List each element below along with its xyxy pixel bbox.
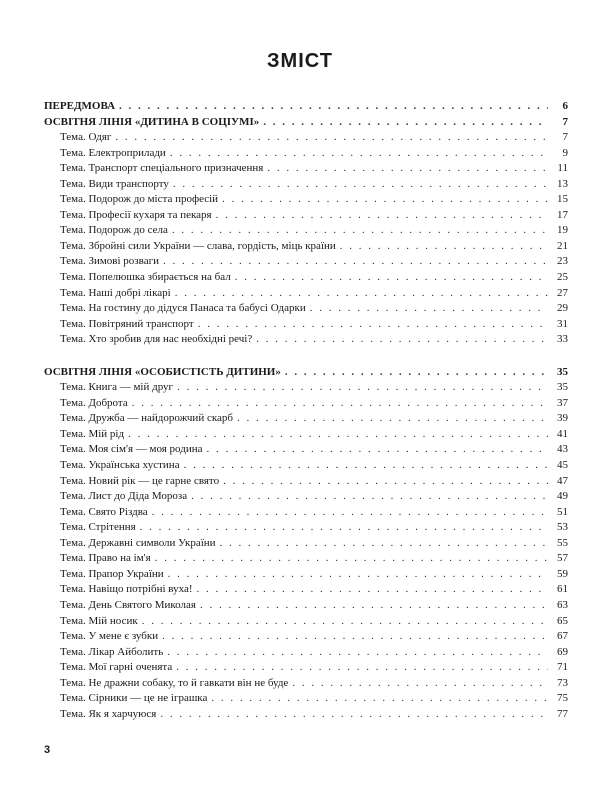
dot-leader	[220, 537, 548, 549]
toc-entry-page: 29	[557, 302, 568, 315]
section-gap	[44, 349, 568, 366]
dot-leader	[207, 443, 549, 455]
toc-entry-row	[44, 240, 568, 256]
toc-entry-row	[44, 131, 568, 147]
toc-entry-page: 69	[557, 645, 568, 658]
toc-entry-label: Тема. Прапор України	[60, 567, 164, 580]
toc-entry-row	[44, 271, 568, 287]
dot-leader	[132, 397, 548, 409]
toc-entry-row	[44, 428, 568, 444]
toc-entry-page: 49	[557, 490, 568, 503]
toc-section-row	[44, 366, 568, 382]
dot-leader	[172, 224, 548, 236]
toc-entry-label: Тема. Книга — мій друг	[60, 381, 174, 394]
toc-entry-label: ПЕРЕДМОВА	[44, 100, 116, 112]
toc-entry-row	[44, 333, 568, 349]
toc-entry-label: Тема. Новий рік — це гарне свято	[60, 474, 220, 487]
toc-entry-row	[44, 615, 568, 631]
dot-leader	[263, 116, 548, 128]
dot-leader	[198, 318, 548, 330]
toc-entry-label: Тема. Стрітення	[60, 521, 136, 534]
toc-entry-label: Тема. Українська хустина	[60, 459, 180, 472]
dot-leader	[155, 552, 548, 564]
toc-entry-row	[44, 661, 568, 677]
dot-leader	[211, 692, 548, 704]
toc-entry-page: 47	[557, 474, 568, 487]
toc-entry-row	[44, 318, 568, 334]
dot-leader	[285, 366, 548, 378]
toc-entry-page: 71	[557, 661, 568, 674]
toc-entry-row	[44, 162, 568, 178]
dot-leader	[197, 583, 549, 595]
toc-entry-label: Тема. Хто зробив для нас необхідні речі?	[60, 333, 253, 346]
toc-entry-page: 53	[557, 521, 568, 534]
toc-entry-page: 21	[557, 239, 568, 252]
toc-entry-label: Тема. Наші добрі лікарі	[60, 286, 171, 299]
toc-entry-label: Тема. Право на ім'я	[60, 552, 151, 565]
toc-entry-label: Тема. Навіщо потрібні вуха!	[60, 583, 193, 596]
toc-entry-row	[44, 708, 568, 724]
toc-entry-page: 35	[557, 381, 568, 394]
toc-entry-label: Тема. Одяг	[60, 131, 112, 144]
toc-entry-page: 67	[557, 630, 568, 643]
toc-entry-row	[44, 568, 568, 584]
toc-entry-label: Тема. Свято Різдва	[60, 505, 148, 518]
toc-entry-page: 55	[557, 536, 568, 549]
dot-leader	[222, 193, 548, 205]
dot-leader	[175, 287, 548, 299]
dot-leader	[340, 240, 548, 252]
toc-entry-page: 73	[557, 676, 568, 689]
toc-entry-page: 31	[557, 317, 568, 330]
toc-entry-label: Тема. Не дражни собаку, то й гавкати він не буде	[60, 676, 289, 689]
toc-entry-page: 17	[557, 208, 568, 221]
dot-leader	[184, 459, 548, 471]
toc-entry-row	[44, 287, 568, 303]
toc-section-row	[44, 116, 568, 132]
toc-entry-label: Тема. Види транспорту	[60, 177, 169, 190]
toc-entry-row	[44, 255, 568, 271]
toc-entry-page: 77	[557, 707, 568, 720]
dot-leader	[115, 131, 548, 143]
toc-entry-label: Тема. Збройні сили України — слава, гордість, міць країни	[60, 239, 336, 252]
toc-entry-page: 51	[557, 505, 568, 518]
toc-entry-label: Тема. Електроприлади	[60, 146, 166, 159]
dot-leader	[119, 100, 548, 112]
toc-entry-row	[44, 193, 568, 209]
dot-leader	[176, 661, 548, 673]
dot-leader	[167, 646, 548, 658]
table-of-contents	[44, 100, 568, 723]
toc-entry-label: Тема. Попелюшка збирається на бал	[60, 271, 231, 284]
page-title: ЗМІСТ	[267, 50, 333, 72]
toc-entry-row	[44, 443, 568, 459]
toc-entry-label: Тема. Мій носик	[60, 614, 138, 627]
dot-leader	[235, 271, 548, 283]
toc-entry-page: 59	[557, 567, 568, 580]
toc-entry-label: Тема. Повітряний транспорт	[60, 317, 194, 330]
page-number: 3	[44, 744, 51, 756]
toc-entry-page: 33	[557, 333, 568, 346]
toc-entry-label: Тема. Подорож до міста професій	[60, 193, 219, 206]
toc-entry-page: 63	[557, 598, 568, 611]
toc-entry-label: Тема. Транспорт спеціального призначення	[60, 162, 264, 175]
toc-entry-page: 75	[557, 692, 568, 705]
toc-entry-page: 9	[562, 146, 568, 159]
toc-entry-page: 37	[557, 396, 568, 409]
toc-entry-label: Тема. Лист до Діда Мороза	[60, 490, 188, 503]
toc-entry-label: Тема. Професії кухаря та пекаря	[60, 208, 212, 221]
toc-entry-page: 39	[557, 412, 568, 425]
dot-leader	[191, 490, 548, 502]
toc-entry-label: Тема. День Святого Миколая	[60, 598, 196, 611]
toc-entry-label: Тема. Сірники — це не іграшка	[60, 692, 208, 705]
toc-entry-row	[44, 537, 568, 553]
dot-leader	[160, 708, 548, 720]
toc-entry-row	[44, 599, 568, 615]
dot-leader	[152, 506, 548, 518]
toc-entry-page: 35	[557, 365, 568, 378]
toc-entry-row	[44, 677, 568, 693]
toc-entry-row	[44, 178, 568, 194]
toc-entry-row	[44, 583, 568, 599]
toc-entry-row	[44, 459, 568, 475]
toc-entry-label: Тема. Мої гарні оченята	[60, 661, 173, 674]
toc-entry-row	[44, 147, 568, 163]
dot-leader	[163, 255, 548, 267]
dot-leader	[223, 475, 548, 487]
toc-entry-page: 61	[557, 583, 568, 596]
toc-entry-label: Тема. Зимові розваги	[60, 255, 159, 268]
dot-leader	[142, 615, 548, 627]
dot-leader	[140, 521, 548, 533]
toc-entry-page: 11	[557, 162, 568, 175]
toc-entry-label: Тема. Мій рід	[60, 427, 125, 440]
toc-entry-label: Тема. Державні символи України	[60, 536, 216, 549]
toc-entry-page: 7	[562, 131, 568, 144]
dot-leader	[168, 568, 548, 580]
dot-leader	[200, 599, 548, 611]
toc-entry-page: 45	[557, 459, 568, 472]
toc-entry-row	[44, 412, 568, 428]
dot-leader	[173, 178, 548, 190]
toc-entry-row	[44, 646, 568, 662]
toc-entry-label: Тема. На гостину до дідуся Панаса та бабусі Одарки	[60, 302, 306, 315]
toc-entry-label: Тема. Моя сім'я — моя родина	[60, 443, 203, 456]
toc-entry-page: 25	[557, 271, 568, 284]
toc-entry-page: 13	[557, 177, 568, 190]
toc-entry-page: 43	[557, 443, 568, 456]
toc-entry-page: 41	[557, 427, 568, 440]
toc-entry-row	[44, 521, 568, 537]
toc-entry-row	[44, 209, 568, 225]
toc-entry-page: 57	[557, 552, 568, 565]
toc-entry-row	[44, 490, 568, 506]
dot-leader	[162, 630, 548, 642]
dot-leader	[177, 381, 548, 393]
toc-entry-page: 7	[562, 115, 568, 128]
toc-entry-row	[44, 302, 568, 318]
toc-entry-label: Тема. Подорож до села	[60, 224, 168, 237]
toc-entry-label: Тема. Доброта	[60, 396, 128, 409]
toc-entry-row	[44, 224, 568, 240]
dot-leader	[237, 412, 548, 424]
toc-entry-row	[44, 552, 568, 568]
dot-leader	[267, 162, 548, 174]
toc-entry-row	[44, 692, 568, 708]
dot-leader	[256, 333, 548, 345]
toc-entry-row	[44, 381, 568, 397]
toc-entry-row	[44, 630, 568, 646]
dot-leader	[310, 302, 548, 314]
toc-entry-label: ОСВІТНЯ ЛІНІЯ «ДИТИНА В СОЦІУМІ»	[44, 115, 260, 128]
toc-entry-page: 23	[557, 255, 568, 268]
dot-leader	[170, 147, 548, 159]
toc-entry-label: Тема. У мене є зубки	[60, 630, 159, 643]
toc-entry-row	[44, 506, 568, 522]
toc-entry-row	[44, 475, 568, 491]
toc-entry-page: 19	[557, 224, 568, 237]
dot-leader	[128, 428, 548, 440]
toc-entry-label: ОСВІТНЯ ЛІНІЯ «ОСОБИСТІСТЬ ДИТИНИ»	[44, 365, 281, 378]
toc-entry-row	[44, 397, 568, 413]
toc-section-row	[44, 100, 568, 116]
toc-entry-page: 6	[562, 100, 568, 112]
toc-entry-label: Тема. Як я харчуюся	[60, 707, 157, 720]
toc-entry-label: Тема. Дружба — найдорожчий скарб	[60, 412, 233, 425]
dot-leader	[216, 209, 548, 221]
toc-entry-page: 27	[557, 286, 568, 299]
toc-entry-label: Тема. Лікар Айболить	[60, 645, 164, 658]
dot-leader	[292, 677, 548, 689]
toc-entry-page: 15	[557, 193, 568, 206]
toc-entry-page: 65	[557, 614, 568, 627]
